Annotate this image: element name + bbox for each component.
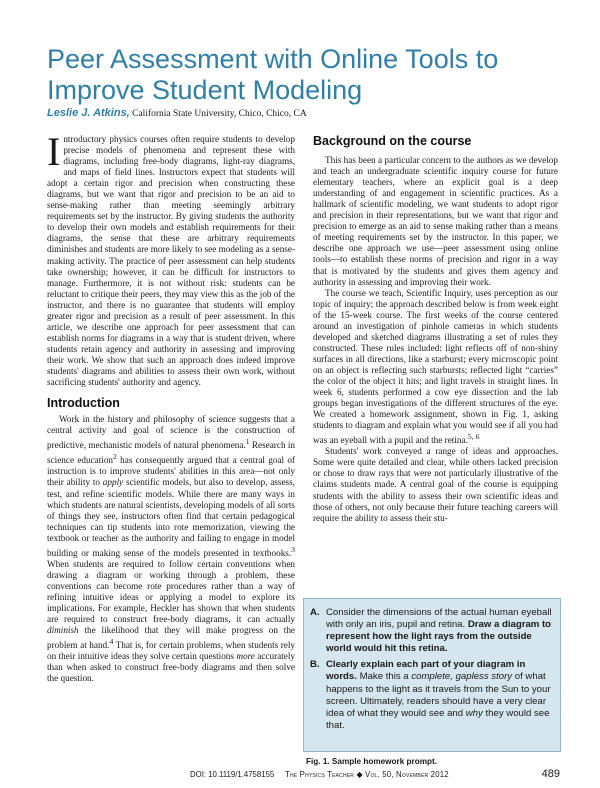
background-paragraph: This has been a particular concern to the authors as we develop and teach an undergraduate scientific inquiry course for future elementary teachers, where an explicit goal is a deep understanding of and engagement in scientific practices. As a hallmark of scientific modeling, we want students to adopt rigor and precision in their representations, but we want that rigor and precision to emerge as an aid to sense making rather than a means of meeting requirements set by the instructor. In this paper, we describe one approach we use—peer assessment using online tools—to establish these norms of precision and rigor in a way that is motivated by the students and gives them agency and authority in assessing and improving their work. — [313, 155, 558, 287]
prompt-text-segment: Consider the dimensions of the actual human eyeball with only an iris, pupil and retina. — [326, 607, 552, 631]
prompt-label: B. — [310, 659, 320, 671]
drop-cap: I — [47, 129, 61, 174]
prompt-text-segment: they would see that. — [326, 707, 550, 731]
prompt-label: A. — [310, 607, 320, 618]
intro-text-segment: Work in the history and philosophy of science suggests that a central activity and goal of science is the construction of predictive, mechanistic models of natural phenomena. — [47, 414, 295, 451]
right-column — [313, 134, 558, 524]
intro-text-segment: That is, for certain problems, when students rely on their intuitive ideas they solve certain questions — [47, 640, 296, 662]
byline — [47, 107, 307, 119]
background-paragraph: Students' work conveyed a range of ideas and approaches. Some were quite detailed and clear, while others lacked precision or chose to draw rays that were not particularly illustrative of the claims students made. A central goal of the course is equipping students with the ability to assess their own scientific ideas and those of others, not only because their future teaching careers will require the ability to assess their stu- — [313, 446, 558, 523]
background-heading: Background on the course — [313, 134, 472, 148]
reference-marker: 3 — [291, 544, 295, 554]
prompt-emphasis: why — [465, 707, 483, 719]
reference-marker: 2 — [113, 452, 117, 462]
reference-marker: 5, 6 — [467, 432, 480, 442]
intro-text-segment: accurately than when asked to construct free-body diagrams and then solve the question. — [47, 651, 295, 684]
intro-text-segment: Research in science education — [47, 440, 295, 466]
author-name: Leslie J. Atkins, — [47, 107, 130, 119]
intro-text: ntroductory physics courses often require students to develop precise models of phenomena and represent these with diagrams, including free-body diagrams, light-ray diagrams, and maps of field lines. Instructors expect that students will adopt a certain rigor and precision when constructing these diagrams, but we want that rigor and precision to be an aid to sense-making rather than meeting seemingly arbitrary requirements set by the instructor. By giving students the authority to develop their own models and establish requirements for their diagrams, the sense that these are arbitrary requirements diminishes and students are more likely to see modeling as a sense-making activity. The practice of peer assessment can help students take ownership; however, it can be difficult for instructors to manage. Furthermore, it is not without risk: students can be reluctant to critique their peers, they may view this as the job of the instructor, and there is no guarantee that students will employ greater rigor and precision as a result of peer assessment. In this article, we describe one approach for peer assessment that can establish norms for diagrams in a way that is student driven, where students retain agency and authority in assessing and improving their work. We show that such an approach does indeed improve students' diagrams and abilities to assess their own work, without sacrificing students' authority and agency. — [47, 134, 295, 388]
reference-marker: 1 — [245, 437, 250, 447]
figure-prompt-box — [303, 598, 561, 752]
article-title: Peer Assessment with Online Tools to Improve Student Modeling — [47, 44, 499, 105]
background-text-segment: The course we teach, Scientific Inquiry, uses perception as our topic of inquiry; the approach described below is from week eight of the 15-week course. The first weeks of the course centered around an investigation of pinhole cameras in which students developed and sketched diagrams illustrating a set of rules they constructed. These rules included: light reflects off of non-shiny surfaces in all directions, like a starburst; every microscopic point on an object is reflecting such starbursts; reflected light “carries” the color of the object it hits; and light travels in straight lines. In week 6, students performed a cow eye dissection and the lab groups began investigations of the different structures of the eye. We created a homework assignment, shown in Fig. 1, asking students to diagram and explain what you would see if all you had was an eyeball with a pupil and the retina. — [313, 287, 558, 446]
emphasis: diminish — [47, 625, 79, 636]
prompt-text — [326, 607, 552, 655]
journal-info: The Physics Teacher ◆ Vol. 50, November 2012 — [285, 770, 449, 779]
prompt-emphasis: complete, gapless story — [411, 671, 513, 683]
figure-caption: Fig. 1. Sample homework prompt. — [306, 757, 438, 766]
prompt-text — [326, 659, 552, 732]
introduction-heading: Introduction — [47, 396, 120, 411]
prompt-text-segment: of what happens to the light as it travels from the Sun to your screen. Ultimately, readers should have a very clear idea of what they would see and — [326, 671, 551, 719]
intro-paragraph — [47, 129, 295, 388]
prompt-text-segment: Make this a — [356, 671, 412, 683]
emphasis: apply — [102, 477, 124, 488]
prompt-item-a — [310, 607, 552, 655]
emphasis: more — [236, 651, 255, 662]
intro-text-segment: scientific models, but also to develop, assess, test, and refine scientific models. While there are many ways in which students are natural scientists, developing models of all sorts of things they see, instructors often find that certain pedagogical techniques can tip students into rote memorization, viewing the textbook or teacher as the authority and failing to engage in model building or making sense of the models presented in textbooks. — [47, 477, 295, 558]
intro-text-segment: has consequently argued that a central goal of instruction is to improve students' abilities in this area—not only their ability to — [47, 455, 295, 488]
intro-text-segment: When students are required to follow certain conventions when drawing a diagram or working through a problem, these conventions can become rote procedures rather than a way of refining intuitive ideas or applying a model to explore its implications. For example, Heckler has shown that when students are required to construct free-body diagrams, it can actually — [47, 558, 295, 625]
prompt-item-b — [310, 659, 552, 732]
introduction-paragraph — [47, 414, 295, 684]
reference-marker: 4 — [109, 637, 114, 647]
author-affiliation: California State University, Chico, Chico, CA — [132, 109, 307, 119]
page-number: 489 — [541, 768, 560, 780]
background-paragraph — [313, 288, 558, 447]
prompt-bold: Draw a diagram to represent how the light rays from the outside world would hit this retina. — [326, 619, 552, 655]
prompt-bold: Clearly explain each part of your diagram in words. — [326, 659, 526, 683]
doi: DOI: 10.1119/1.4758155 — [190, 770, 275, 779]
intro-text-segment: the likelihood that they will make progress on the problem at hand. — [47, 625, 295, 651]
left-column — [47, 129, 296, 684]
